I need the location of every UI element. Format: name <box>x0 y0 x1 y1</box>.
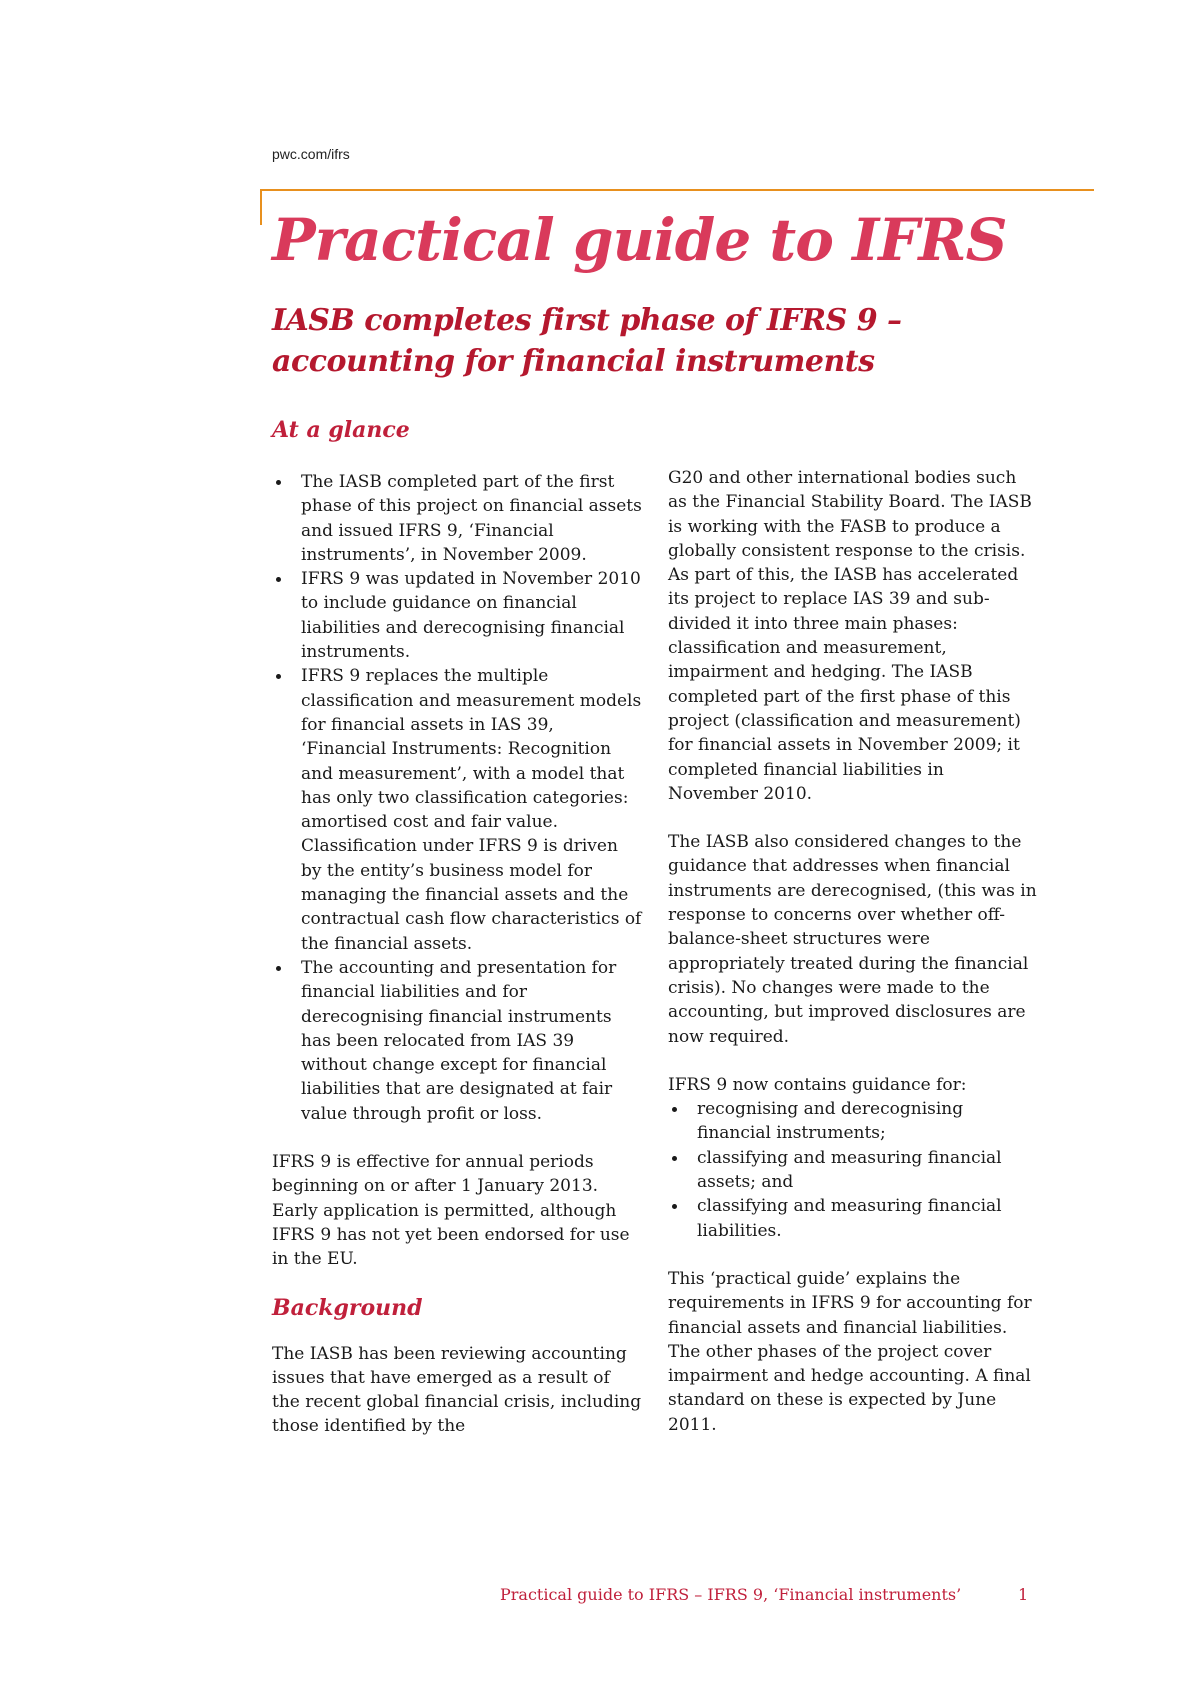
list-item: classifying and measuring financial liabilities. <box>668 1194 1038 1243</box>
closing-paragraph: This ‘practical guide’ explains the requirements in IFRS 9 for accounting for financial assets and financial liabilities. The other phases of the project cover impairment and hedge accounting. A final standard on these is expected by June 2011. <box>668 1268 1032 1435</box>
subtitle-line: IASB completes first phase of IFRS 9 – <box>272 303 902 338</box>
guidance-list <box>668 1097 1038 1243</box>
at-a-glance-list <box>272 470 642 1126</box>
effective-date-paragraph: IFRS 9 is effective for annual periods beginning on or after 1 January 2013. Early application is permitted, although IFRS 9 has not yet been endorsed for use in the EU. <box>272 1152 630 1270</box>
list-item: IFRS 9 was updated in November 2010 to include guidance on financial liabilities and derecognising financial instruments. <box>272 567 642 664</box>
subtitle-line: accounting for financial instruments <box>272 344 875 379</box>
derecognition-paragraph: The IASB also considered changes to the guidance that addresses when financial instruments are derecognised, (this was in response to concerns over whether off-balance-sheet structures were appropriately treated during the financial crisis). No changes were made to the accounting, but improved disclosures are now required. <box>668 832 1037 1047</box>
accent-rule-horizontal <box>260 189 1094 191</box>
page-subtitle <box>272 300 1072 382</box>
background-continuation-paragraph: G20 and other international bodies such as the Financial Stability Board. The IASB is working with the FASB to produce a globally consistent response to the crisis. As part of this, the IASB has accelerated its project to replace IAS 39 and sub-divided it into three main phases: classification and measurement, impairment and hedging. The IASB completed part of the first phase of this project (classification and measurement) for financial assets in November 2009; it completed financial liabilities in November 2010. <box>668 468 1032 804</box>
list-item: recognising and derecognising financial instruments; <box>668 1097 1038 1146</box>
section-heading-background: Background <box>272 1294 423 1321</box>
accent-rule-vertical <box>260 189 262 225</box>
list-item: IFRS 9 replaces the multiple classification and measurement models for financial assets in IAS 39, ‘Financial Instruments: Recognition and measurement’, with a model that has only two classification categories: amortised cost and fair value. Classification under IFRS 9 is driven by the entity’s business model for managing the financial assets and the contractual cash flow characteristics of the financial assets. <box>272 664 642 956</box>
right-column <box>668 466 1038 1437</box>
background-intro-paragraph: The IASB has been reviewing accounting issues that have emerged as a result of the recent global financial crisis, including those identified by the <box>272 1343 642 1437</box>
list-item: The accounting and presentation for financial liabilities and for derecognising financial instruments has been relocated from IAS 39 without change except for financial liabilities that are designated at fair value through profit or loss. <box>272 956 642 1126</box>
section-heading-at-a-glance: At a glance <box>272 417 410 443</box>
footer-title: Practical guide to IFRS – IFRS 9, ‘Financial instruments’ <box>500 1585 962 1604</box>
list-item: The IASB completed part of the first phase of this project on financial assets and issued IFRS 9, ‘Financial instruments’, in November 2009. <box>272 470 642 567</box>
page-title: Practical guide to IFRS <box>272 206 1007 274</box>
guidance-intro: IFRS 9 now contains guidance for: <box>668 1074 967 1095</box>
list-item: classifying and measuring financial assets; and <box>668 1146 1038 1195</box>
page-number: 1 <box>1018 1585 1029 1604</box>
left-column <box>272 470 642 1439</box>
site-url: pwc.com/ifrs <box>272 146 350 162</box>
